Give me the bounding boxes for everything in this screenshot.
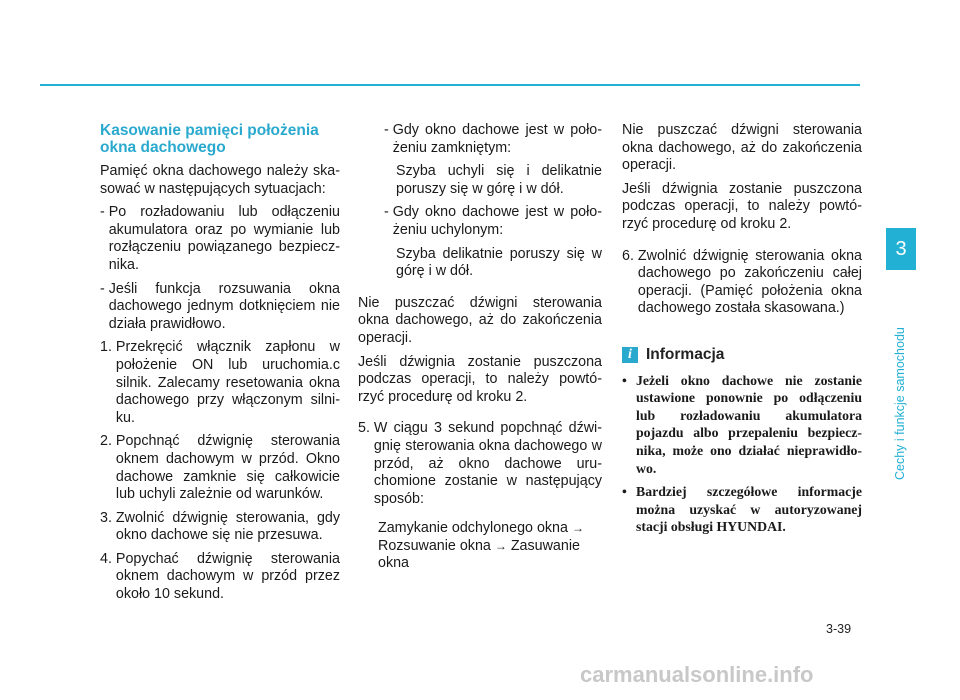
info-bullet: • Bardziej szczegółowe informacje można uzyskać w autoryzowanej stacji obsługi HYUNDAI.: [622, 484, 862, 535]
list-item: 3. Zwolnić dźwignię sterowania, gdy okno dachowe się nie przesuwa.: [100, 509, 340, 544]
paragraph: Jeśli dźwignia zostanie puszczona podczas operacji, to należy powtó-rzyć procedurę od kroku 2.: [358, 353, 602, 405]
list-item: - Jeśli funkcja rozsuwania okna dachowego jednym dotknięciem nie działa prawidłowo.: [100, 280, 340, 332]
watermark: carmanualsonline.info: [580, 662, 814, 687]
sub-item-closed: - Gdy okno dachowe jest w poło-żeniu zamkniętym:: [384, 122, 602, 156]
sub-item-result: Szyba delikatnie poruszy się w górę i w dół.: [396, 245, 602, 280]
sub-item-tilted: - Gdy okno dachowe jest w poło-żeniu uchylonym:: [384, 204, 602, 238]
info-list: [622, 372, 862, 536]
paragraph: Nie puszczać dźwigni sterowania okna dachowego, aż do zakończenia operacji.: [622, 122, 862, 174]
sub-item-result: Szyba uchyli się i delikatnie poruszy się w górę i w dół.: [396, 163, 602, 197]
chapter-tab: 3: [886, 228, 916, 270]
top-rule: [40, 84, 860, 86]
paragraph: Nie puszczać dźwigni sterowania okna dachowego, aż do zakończenia operacji.: [358, 294, 602, 346]
info-header: [622, 346, 862, 364]
intro-paragraph: Pamięć okna dachowego należy ska-sować w następujących sytuacjach:: [100, 163, 340, 197]
info-box: [622, 346, 862, 536]
column-right: [622, 122, 862, 542]
info-icon: i: [622, 347, 638, 363]
operation-sequence: Zamykanie odchylonego okna → Rozsuwanie okna → Zasuwanie okna: [378, 520, 584, 572]
paragraph: Jeśli dźwignia zostanie puszczona podczas operacji, to należy powtó-rzyć procedurę od kroku 2.: [622, 180, 862, 232]
list-item: 2. Popchnąć dźwignię sterowania oknem dachowym w przód. Okno dachowe zamknie się całkowicie lub uchyli zależnie od warunków.: [100, 433, 340, 503]
list-item: 4. Popychać dźwignię sterowania oknem dachowym w przód przez około 10 sekund.: [100, 550, 340, 603]
column-middle: [358, 122, 602, 573]
list-item: - Po rozładowaniu lub odłączeniu akumulatora oraz po wymianie lub rozłączeniu powiązanego bezpiecz-nika.: [100, 204, 340, 273]
list-item-5: 5. W ciągu 3 sekund popchnąć dźwi-gnię sterowania okna dachowego w przód, aż okno dachowe uru-chomione zostanie w następujący sposób:: [358, 420, 602, 507]
column-left: [100, 122, 340, 610]
list-item-6: 6. Zwolnić dźwignię sterowania okna dachowego po zakończeniu całej operacji. (Pamięć położenia okna dachowego została skasowana.): [622, 247, 862, 317]
chapter-side-label: Cechy i funkcje samochodu: [893, 327, 907, 480]
arrow-icon: →: [494, 538, 507, 553]
section-heading: Kasowanie pamięci położenia okna dachowego: [100, 122, 319, 156]
list-item: 1. Przekręcić włącznik zapłonu w położenie ON lub uruchomia.c silnik. Zalecamy resetowania okna dachowego przy włączonym silni-ku.: [100, 339, 340, 426]
info-bullet: • Jeżeli okno dachowe nie zostanie ustawione ponownie po odłączeniu lub rozładowaniu akumulatora pojazdu albo przepaleniu bezpiecz-nika, może ono działać nieprawidło-wo.: [622, 372, 862, 476]
arrow-icon: →: [571, 521, 584, 536]
page-number: 3-39: [826, 622, 852, 636]
info-title: Informacja: [646, 345, 725, 363]
